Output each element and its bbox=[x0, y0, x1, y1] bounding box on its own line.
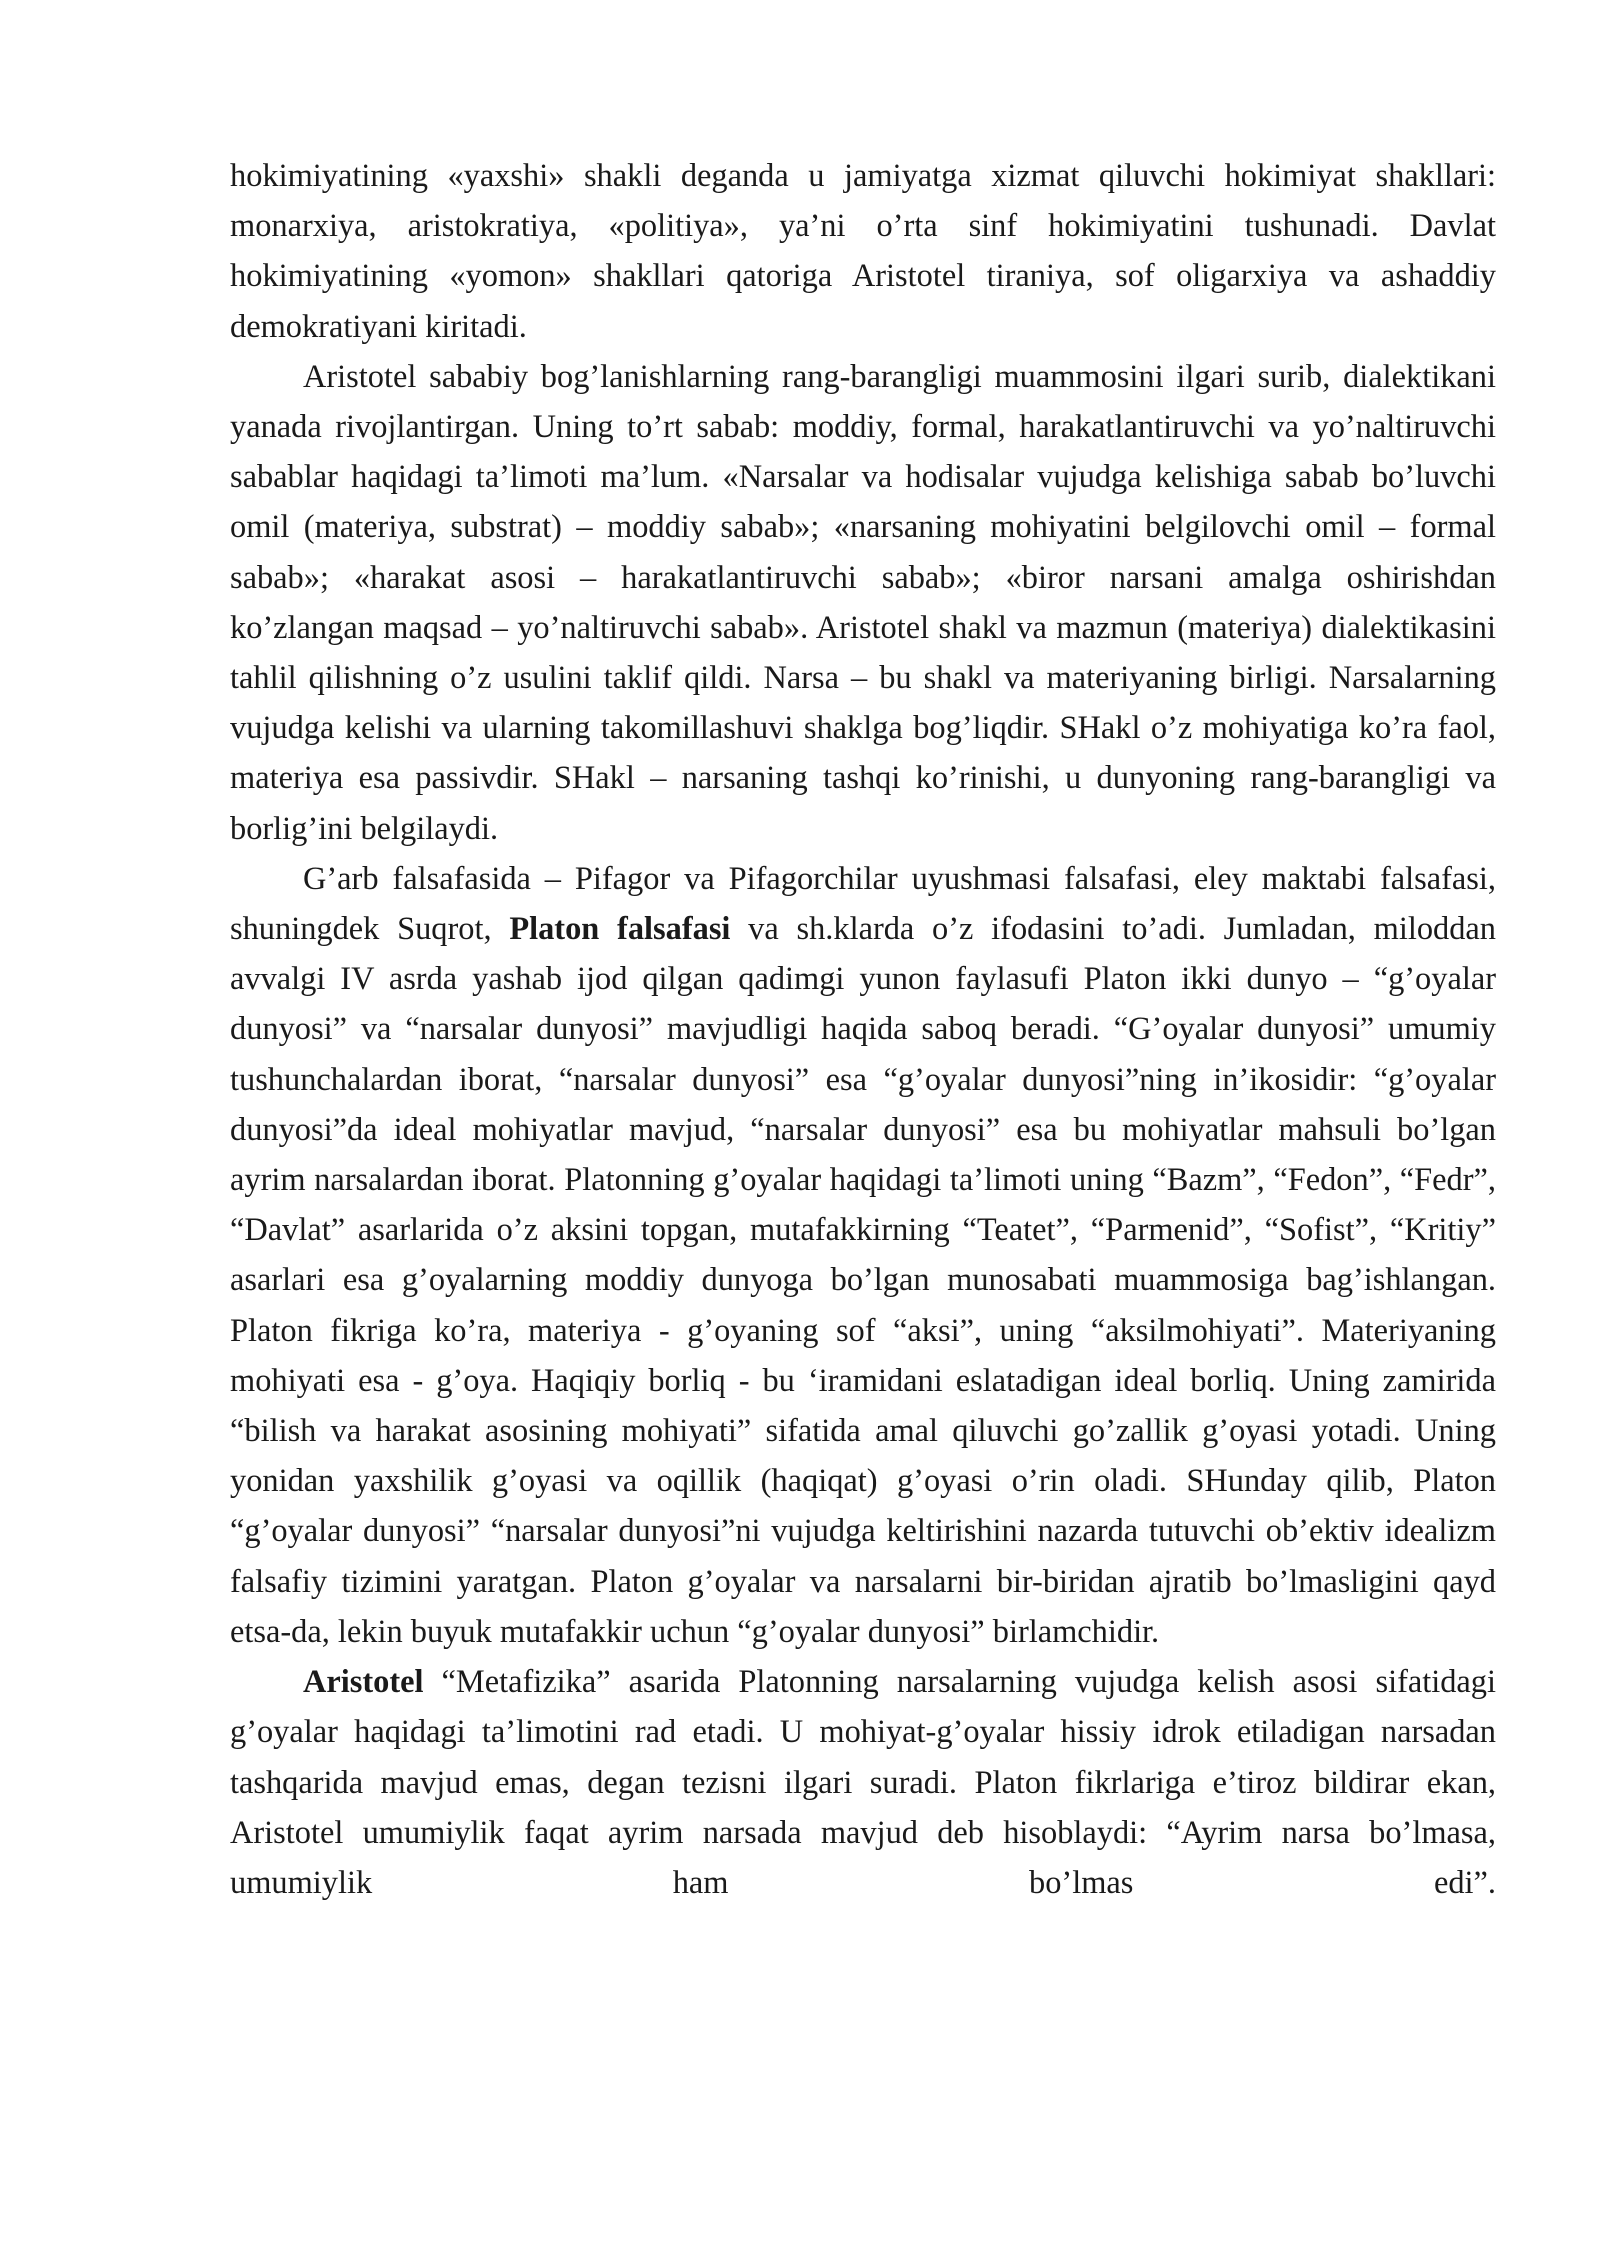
bold-term-platon-falsafasi: Platon falsafasi bbox=[509, 911, 731, 948]
paragraph-western-philosophy bbox=[230, 854, 1496, 1657]
paragraph-text: va sh.klarda o’z ifodasini to’adi. Jumladan, miloddan avvalgi IV asrda yashab ijod qilgan qadimgi yunon faylasufi Platon ikki dunyo – “g’oyalar dunyosi” va “narsalar dunyosi” mavjudligi haqida saboq beradi. “G’oyalar dunyosi” umumiy tushunchalardan iborat, “narsalar dunyosi” esa “g’oyalar dunyosi”ning in’ikosidir: “g’oyalar dunyosi”da ideal mohiyatlar mavjud, “narsalar dunyosi” esa bu mohiyatlar mahsuli bo’lgan ayrim narsalardan iborat. Platonning g’oyalar haqidagi ta’limoti uning “Bazm”, “Fedon”, “Fedr”, “Davlat” asarlarida o’z aksini topgan, mutafakkirning “Teatet”, “Parmenid”, “Sofist”, “Kritiy” asarlari esa g’oyalarning moddiy dunyoga bo’lgan munosabati muammosiga bag’ishlangan. Platon fikriga ko’ra, materiya - g’oyaning sof “aksi”, uning “aksilmohiyati”. Materiyaning mohiyati esa - g’oya. Haqiqiy borliq - bu ‘iramidani eslatadigan ideal borliq. Uning zamirida “bilish va harakat asosining mohiyati” sifatida amal qiluvchi go’zallik g’oyasi yotadi. Uning yonidan yaxshilik g’oyasi va oqillik (haqiqat) g’oyasi o’rin oladi. SHunday qilib, Platon “g’oyalar dunyosi” “narsalar dunyosi”ni vujudga keltirishini nazarda tutuvchi ob’ektiv idealizm falsafiy tizimini yaratgan. Platon g’oyalar va narsalarni bir-biridan ajratib bo’lmasligini qayd etsa-da, lekin buyuk mutafakkir uchun “g’oyalar dunyosi” birlamchidir. bbox=[230, 911, 1496, 1650]
paragraph-metaphysics bbox=[230, 1657, 1496, 1908]
paragraph-text: hokimiyatining «yaxshi» shakli deganda u jamiyatga xizmat qiluvchi hokimiyat shakllari: monarxiya, aristokratiya, «politiya», ya’ni o’rta sinf hokimiyatini tushunadi. Davlat hokimiyatining «yomon» shakllari qatoriga Aristotel tiraniya, sof oligarxiya va ashaddiy demokratiyani kiritadi. bbox=[230, 158, 1496, 345]
paragraph-continuation bbox=[230, 151, 1496, 352]
paragraph-text: Aristotel sababiy bog’lanishlarning rang-barangligi muammosini ilgari surib, dialektikani yanada rivojlantirgan. Uning to’rt sabab: moddiy, formal, harakatlantiruvchi va yo’naltiruvchi sabablar haqidagi ta’limoti ma’lum. «Narsalar va hodisalar vujudga kelishiga sabab bo’luvchi omil (materiya, substrat) – moddiy sabab»; «narsaning mohiyatini belgilovchi omil – formal sabab»; «harakat asosi – harakatlantiruvchi sabab»; «biror narsani amalga oshirishdan ko’zlangan maqsad – yo’naltiruvchi sabab». Aristotel shakl va mazmun (materiya) dialektikasini tahlil qilishning o’z usulini taklif qildi. Narsa – bu shakl va materiyaning birligi. Narsalarning vujudga kelishi va ularning takomillashuvi shaklga bog’liqdir. SHakl o’z mohiyatiga ko’ra faol, materiya esa passivdir. SHakl – narsaning tashqi ko’rinishi, u dunyoning rang-barangligi va borlig’ini belgilaydi. bbox=[230, 358, 1496, 847]
paragraph-text: “Metafizika” asarida Platonning narsalarning vujudga kelish asosi sifatidagi g’oyalar haqidagi ta’limotini rad etadi. U mohiyat-g’oyalar hissiy idrok etiladigan narsadan tashqarida mavjud emas, degan tezisni ilgari suradi. Platon fikrlariga e’tiroz bildirar ekan, Aristotel umumiylik faqat ayrim narsada mavjud deb hisoblaydi: “Ayrim narsa bo’lmasa, umumiylik ham bo’lmas edi”. bbox=[230, 1664, 1496, 1901]
paragraph-text: G’arb falsafasida – Pifagor va Pifagorchilar uyushmasi falsafasi, eley maktabi falsafasi, shuningdek Suqrot, bbox=[230, 860, 1496, 948]
paragraph-aristotle-causes bbox=[230, 352, 1496, 854]
bold-term-aristotel: Aristotel bbox=[303, 1664, 424, 1701]
document-page bbox=[230, 151, 1496, 1908]
